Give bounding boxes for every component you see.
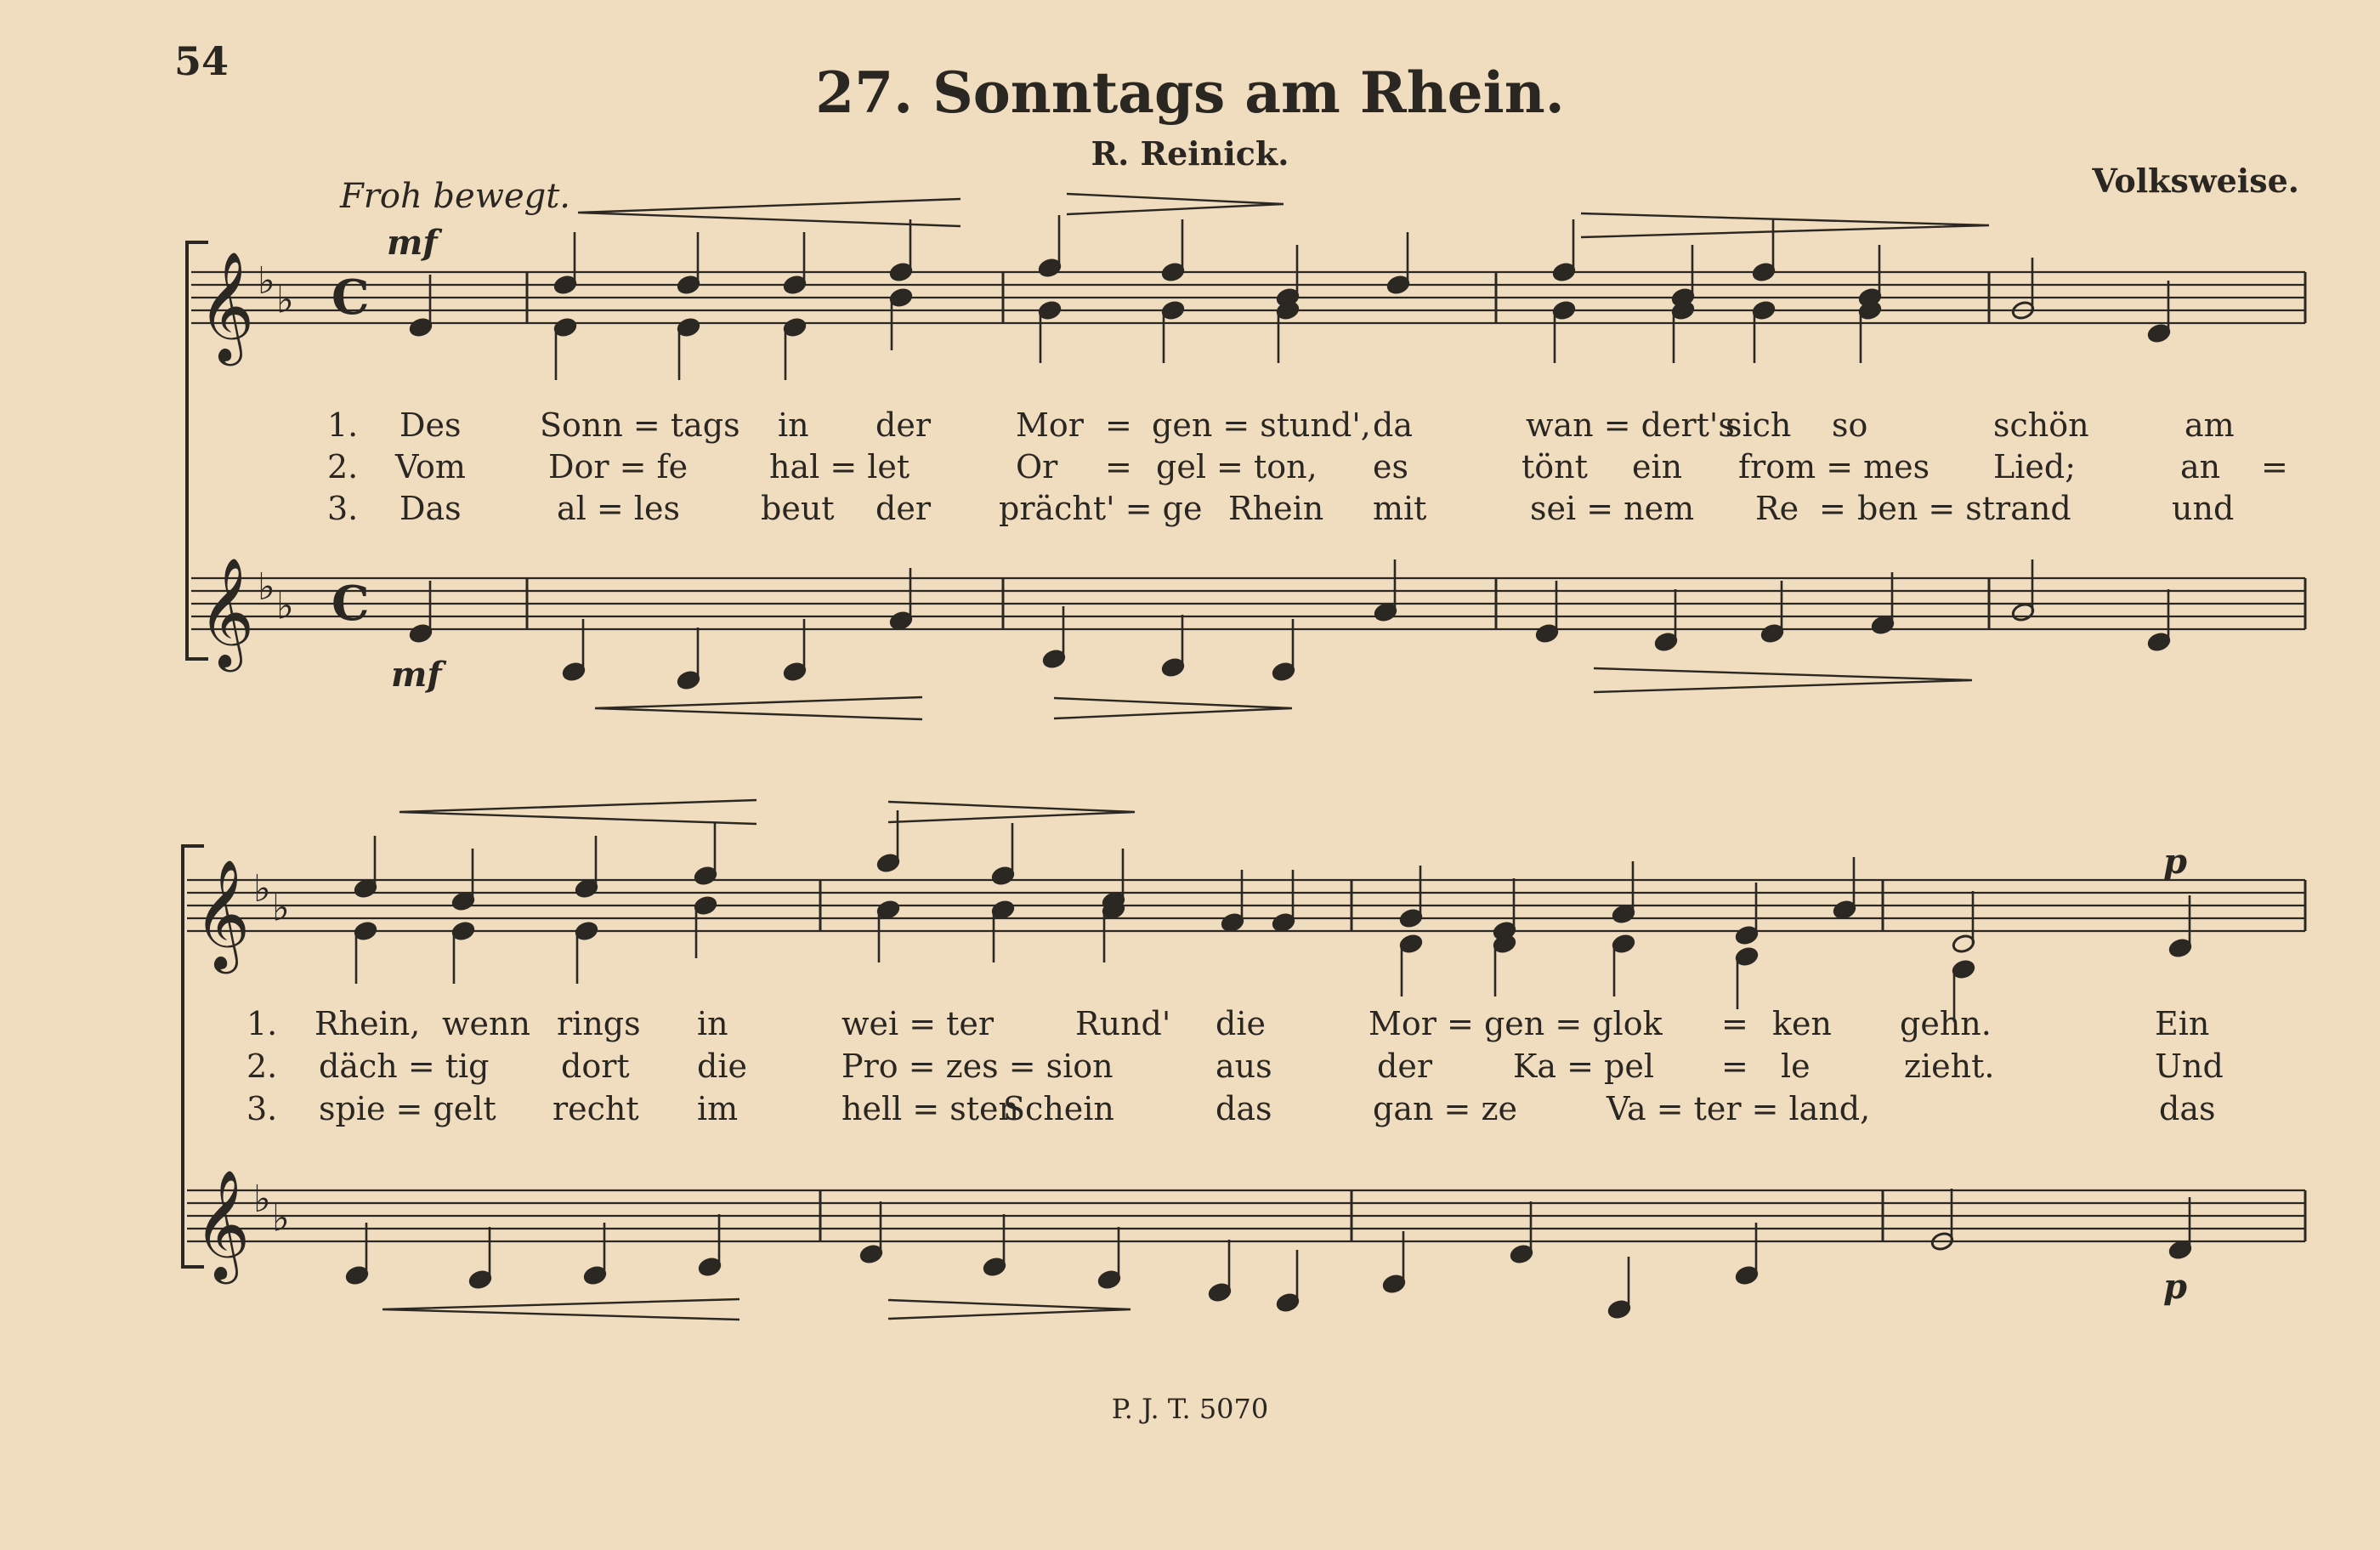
lyric-syllable: das <box>2159 1090 2216 1127</box>
flat-icon: ♭ <box>272 1196 290 1241</box>
flat-icon: ♭ <box>258 565 275 609</box>
plate-number: P. J. T. 5070 <box>1111 1393 1269 1425</box>
verse-number: 2. <box>246 1048 278 1085</box>
lyric-syllable: der <box>1377 1048 1432 1085</box>
decrescendo-hairpin <box>888 802 1135 822</box>
flat-icon: ♭ <box>276 278 294 322</box>
lyric-syllable: aus <box>1216 1048 1272 1085</box>
lyric-syllable: le <box>1781 1048 1810 1085</box>
lyric-syllable: schön <box>1993 406 2089 444</box>
lyric-syllable: der <box>876 490 931 527</box>
lyric-syllable: es <box>1373 448 1408 485</box>
lyric-syllable: Das <box>400 490 462 527</box>
common-time-icon: C <box>332 270 370 326</box>
lyric-syllable: Ein <box>2155 1005 2210 1042</box>
lyric-syllable: die <box>697 1048 747 1085</box>
lyric-syllable: beut <box>761 490 835 527</box>
lyric-syllable: sei = nem <box>1530 490 1695 527</box>
decrescendo-hairpin <box>1594 668 1972 692</box>
lyric-syllable: Vom <box>395 448 466 485</box>
lyric-syllable: Ka = pel <box>1513 1048 1655 1085</box>
lyric-syllable: Lied; <box>1993 448 2077 485</box>
lyric-syllable: zieht. <box>1904 1048 1995 1085</box>
lyric-syllable: im <box>697 1090 739 1127</box>
lyric-syllable: wei = ter <box>842 1005 994 1042</box>
lyric-syllable: da <box>1373 406 1413 444</box>
lyric-syllable: gen = stund', <box>1152 406 1371 444</box>
lyric-syllable: Rund' <box>1075 1005 1171 1042</box>
decrescendo-hairpin <box>1054 698 1292 718</box>
lyric-syllable: dort <box>561 1048 630 1085</box>
flat-icon: ♭ <box>258 259 275 303</box>
decrescendo-hairpin <box>1067 194 1284 214</box>
flat-icon: ♭ <box>253 1178 271 1221</box>
flat-icon: ♭ <box>276 584 294 628</box>
treble-clef-icon: 𝄞 <box>198 557 255 667</box>
lyric-syllable: däch = tig <box>319 1048 490 1085</box>
lyric-syllable: Mor <box>1016 406 1084 444</box>
dynamic-mf-bottom: mf <box>391 655 442 695</box>
crescendo-hairpin <box>578 199 960 226</box>
composer: Volksweise. <box>2092 162 2299 200</box>
lyric-syllable: am <box>2184 406 2235 444</box>
lyric-syllable: hell = sten <box>842 1090 1019 1127</box>
lyric-syllable: Rhein <box>1228 490 1324 527</box>
flat-icon: ♭ <box>253 867 271 911</box>
crescendo-hairpin <box>400 800 756 824</box>
page-number: 54 <box>174 38 230 84</box>
lyric-syllable: ein <box>1632 448 1683 485</box>
lyric-syllable: wan = dert's <box>1526 406 1735 444</box>
lyric-syllable: Und <box>2155 1048 2224 1085</box>
lyric-syllable: gan = ze <box>1373 1090 1517 1127</box>
lyric-syllable: = <box>1721 1048 1748 1085</box>
verse-number: 3. <box>327 490 359 527</box>
lyric-syllable: an <box>2180 448 2221 485</box>
lyric-syllable: das <box>1216 1090 1272 1127</box>
treble-clef-icon: 𝄞 <box>194 1169 251 1280</box>
lyric-syllable: = <box>1105 406 1132 444</box>
lyric-syllable: wenn <box>442 1005 530 1042</box>
verse-number: 2. <box>327 448 359 485</box>
lyric-syllable: al = les <box>557 490 680 527</box>
treble-clef-icon: 𝄞 <box>194 859 251 969</box>
lyric-syllable: recht <box>552 1090 639 1127</box>
tempo-marking: Froh bewegt. <box>340 177 571 216</box>
lyric-syllable: und <box>2172 490 2235 527</box>
lyric-syllable: = <box>1721 1005 1748 1042</box>
lyric-syllable: gehn. <box>1900 1005 1992 1042</box>
song-title: 27. Sonntags am Rhein. <box>815 60 1565 126</box>
lyric-syllable: die <box>1216 1005 1266 1042</box>
lyric-syllable: Sonn = tags <box>540 406 740 444</box>
lyric-syllable: sich <box>1726 406 1792 444</box>
crescendo-hairpin <box>382 1299 740 1320</box>
lyric-syllable: Rhein, <box>314 1005 421 1042</box>
decrescendo-hairpin <box>888 1300 1130 1319</box>
lyric-syllable: Schein <box>1003 1090 1114 1127</box>
lyric-syllable: tönt <box>1522 448 1588 485</box>
lyric-syllable: gel = ton, <box>1156 448 1318 485</box>
lyric-syllable: Pro = zes = sion <box>842 1048 1114 1085</box>
lyric-syllable: rings <box>557 1005 641 1042</box>
lyric-syllable: in <box>778 406 809 444</box>
lyric-syllable: der <box>876 406 931 444</box>
common-time-icon: C <box>332 576 370 632</box>
dynamic-p-bottom: p <box>2163 1267 2187 1307</box>
lyric-syllable: mit <box>1373 490 1427 527</box>
lyric-syllable: = <box>1105 448 1132 485</box>
lyric-syllable: Va = ter = land, <box>1606 1090 1871 1127</box>
lyric-syllable: so <box>1832 406 1868 444</box>
dynamic-p-top: p <box>2163 842 2187 882</box>
treble-clef-icon: 𝄞 <box>198 251 255 361</box>
decrescendo-hairpin <box>1581 213 1989 237</box>
lyric-syllable: Dor = fe <box>548 448 688 485</box>
lyric-syllable: in <box>697 1005 728 1042</box>
lyric-syllable: Mor = gen = glok <box>1368 1005 1663 1042</box>
lyricist: R. Reinick. <box>1091 134 1289 173</box>
flat-icon: ♭ <box>272 886 290 930</box>
lyric-syllable: ken <box>1772 1005 1832 1042</box>
lyric-syllable: Re <box>1755 490 1799 527</box>
verse-number: 1. <box>327 406 359 444</box>
verse-number: 3. <box>246 1090 278 1127</box>
dynamic-mf-top: mf <box>387 223 438 263</box>
lyric-syllable: hal = let <box>769 448 910 485</box>
lyric-syllable: Des <box>400 406 462 444</box>
lyric-syllable: from = mes <box>1738 448 1930 485</box>
lyric-syllable: = <box>1819 490 1846 527</box>
lyric-syllable: spie = gelt <box>319 1090 496 1127</box>
lyric-syllable: = <box>2261 448 2288 485</box>
lyric-syllable: ben = strand <box>1857 490 2071 527</box>
lyric-syllable: prächt' = ge <box>999 490 1203 527</box>
verse-number: 1. <box>246 1005 278 1042</box>
crescendo-hairpin <box>595 697 922 719</box>
lyric-syllable: Or <box>1016 448 1058 485</box>
